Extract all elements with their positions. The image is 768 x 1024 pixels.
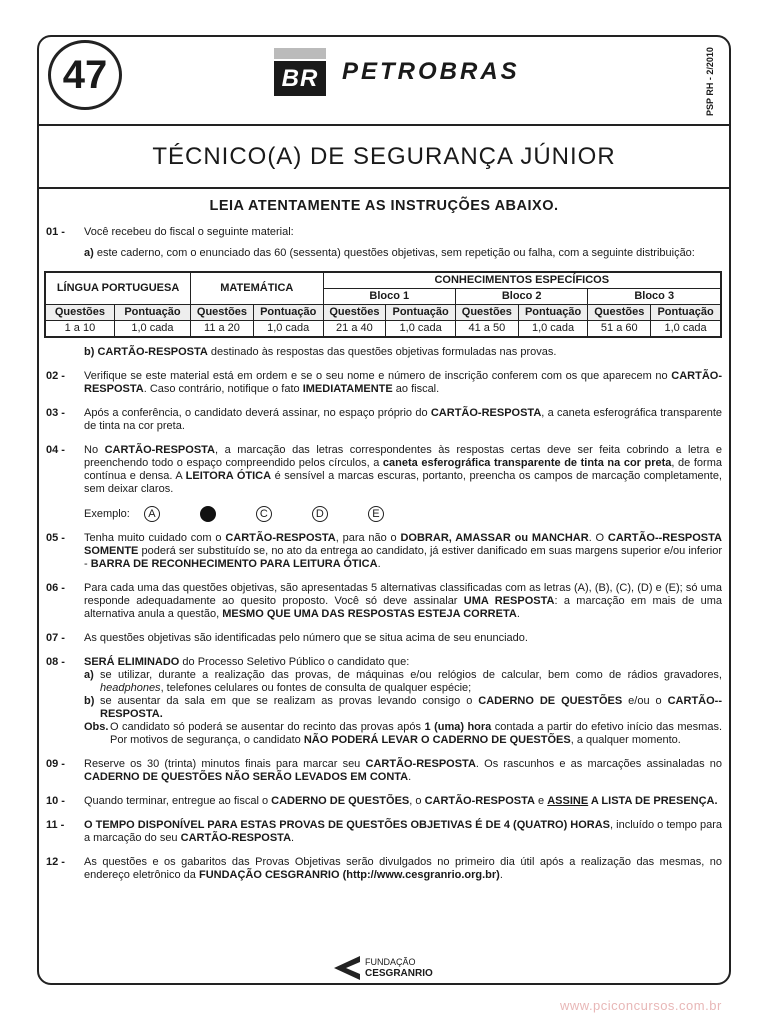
bold-text: DOBRAR, AMASSAR ou MANCHAR — [400, 532, 589, 544]
text: do Processo Seletivo Público o candidato que: — [179, 656, 410, 668]
underlined-text: ASSINE — [547, 795, 589, 807]
col-pontuacao: Pontuação — [253, 305, 323, 321]
bold-text: 1 (uma) hora — [424, 721, 492, 733]
bold-text: CARTÃO--RESPOSTA. — [100, 695, 722, 720]
list-item — [46, 582, 722, 621]
text: , a marcação das letras correspondentes às respostas certas deve ser feita cobrindo a letra e preenchendo todo o espaço compreendido pelos círculos, a — [84, 444, 722, 469]
text: : a marcação em mais de uma alternativa anula a questão, — [84, 595, 722, 620]
header-bloco2: Bloco 2 — [455, 289, 587, 305]
item-number: 10 - — [46, 795, 65, 807]
br-logo — [274, 48, 326, 96]
text: . — [499, 869, 503, 881]
bold-text: NÃO PODERÁ LEVAR O CADERNO DE QUESTÕES — [303, 734, 571, 746]
item-text — [84, 758, 722, 784]
header-bloco1: Bloco 1 — [323, 289, 455, 305]
exam-code: PSP RH - 2/2010 — [705, 47, 715, 117]
bold-text: IMEDIATAMENTE — [302, 383, 393, 395]
col-pontuacao: Pontuação — [386, 305, 456, 321]
sub-text: este caderno, com o enunciado das 60 (sessenta) questões objetivas, sem repetição ou falha, com a seguinte distribuição: — [93, 247, 695, 259]
example-bubbles — [84, 506, 722, 522]
table-cell: 1,0 cada — [518, 321, 588, 338]
obs-prefix: Obs. — [84, 721, 109, 733]
bold-text: CADERNO DE QUESTÕES NÃO SERÃO LEVADOS EM CONTA — [84, 771, 409, 783]
text: , incluído o tempo para a marcação do seu — [84, 819, 722, 844]
item-number: 02 - — [46, 370, 65, 382]
bold-text: caneta esferográfica transparente de tinta na cor preta — [382, 457, 672, 469]
bold-text: CARTÃO--RESPOSTA SOMENTE — [84, 532, 722, 557]
bold-text: SERÁ ELIMINADO — [84, 656, 180, 668]
item-number: 09 - — [46, 758, 65, 770]
item-number: 12 - — [46, 856, 65, 868]
list-item — [46, 532, 722, 571]
table-cell: 1,0 cada — [651, 321, 721, 338]
text: , para não o — [335, 532, 401, 544]
text: . — [516, 608, 520, 620]
text: se utilizar, durante a realização das provas, de máquinas e/ou relógios de calcular, bem como de rádios gravadores, — [100, 669, 722, 681]
spacer — [46, 346, 84, 359]
text: , de forma contínua e densa. A — [84, 457, 722, 482]
text: , telefones celulares ou fontes de consulta de qualquer espécie; — [160, 682, 472, 694]
text: Verifique se este material está em ordem e se o seu nome e número de inscrição conferem com os que aparecem no — [84, 370, 672, 382]
text: No — [84, 444, 105, 456]
item-text — [84, 795, 722, 808]
item-number: 08 - — [46, 656, 65, 668]
text: se ausentar da sala em que se realizam as provas levando consigo o — [100, 695, 479, 707]
text: , a caneta esferográfica transparente de tinta na cor preta. — [84, 407, 722, 432]
header-lingua: LÍNGUA PORTUGUESA — [45, 272, 191, 305]
table-cell: 11 a 20 — [191, 321, 254, 338]
bubble-c-icon: C — [256, 506, 272, 522]
table-cell: 1,0 cada — [114, 321, 190, 338]
col-questoes: Questões — [588, 305, 651, 321]
bold-text: CARTÃO-RESPOSTA — [365, 758, 476, 770]
fund-line2: CESGRANRIO — [365, 968, 433, 979]
item-text — [84, 856, 722, 882]
bold-text: CARTÃO-RESPOSTA — [84, 370, 722, 395]
bubble-d-icon: D — [312, 506, 328, 522]
item-text — [84, 407, 722, 433]
header-bloco3: Bloco 3 — [588, 289, 721, 305]
sub-item-b — [46, 346, 722, 359]
text: e — [534, 795, 548, 807]
text: . Caso contrário, notifique o fato — [143, 383, 303, 395]
text: e/ou o — [622, 695, 668, 707]
text: . — [291, 832, 295, 844]
item-number: 07 - — [46, 632, 65, 644]
bold-text: A LISTA DE PRESENÇA. — [588, 795, 718, 807]
item-number: 01 - — [46, 226, 65, 238]
sub-prefix: b) — [84, 346, 95, 358]
list-item — [46, 632, 722, 645]
logo-box: BR — [274, 61, 326, 96]
page-title: TÉCNICO(A) DE SEGURANÇA JÚNIOR — [152, 143, 616, 170]
text: Quando terminar, entregue ao fiscal o — [84, 795, 272, 807]
exam-number: 47 — [48, 40, 122, 110]
table-cell: 1,0 cada — [386, 321, 456, 338]
bold-text: CARTÃO-RESPOSTA — [97, 346, 208, 358]
col-questoes: Questões — [45, 305, 114, 321]
sub-item-a — [84, 247, 722, 260]
list-item — [46, 758, 722, 784]
text: Tenha muito cuidado com o — [84, 532, 226, 544]
bold-text: CARTÃO-RESPOSTA — [180, 832, 292, 844]
table-cell: 1,0 cada — [253, 321, 323, 338]
sub-prefix: a) — [84, 247, 94, 259]
item-number: 04 - — [46, 444, 65, 456]
item-number: 06 - — [46, 582, 65, 594]
list-item — [46, 370, 722, 396]
list-item — [46, 407, 722, 433]
bold-text: CADERNO DE QUESTÕES — [478, 695, 623, 707]
header-conhecimentos: CONHECIMENTOS ESPECÍFICOS — [323, 272, 721, 289]
obs-note — [84, 721, 722, 747]
sub-text: destinado às respostas das questões objetivas formuladas nas provas. — [207, 346, 557, 358]
example-label: Exemplo: — [84, 507, 130, 520]
text: poderá ser substituído se, no ato da entrega ao candidato, já estiver danificado em suas margens superior e/ou inferior - — [84, 545, 722, 570]
text: Reserve os 30 (trinta) minutos finais para marcar seu — [84, 758, 366, 770]
item-text: Você recebeu do fiscal o seguinte material: — [84, 226, 294, 238]
list-item — [46, 856, 722, 882]
text: . — [377, 558, 381, 570]
col-pontuacao: Pontuação — [518, 305, 588, 321]
item-text — [84, 819, 722, 845]
table-cell: 1 a 10 — [45, 321, 114, 338]
table-cell: 21 a 40 — [323, 321, 386, 338]
text: . Os rascunhos e as marcações assinaladas no — [475, 758, 722, 770]
bold-text: CARTÃO-RESPOSTA — [430, 407, 542, 419]
bold-text: CARTÃO-RESPOSTA — [104, 444, 216, 456]
bold-text: CARTÃO-RESPOSTA — [225, 532, 336, 544]
item-text — [84, 532, 722, 571]
item-text — [84, 370, 722, 396]
brand-name: PETROBRAS — [342, 58, 520, 85]
bold-text: UMA RESPOSTA — [463, 595, 555, 607]
item-text — [84, 656, 722, 747]
item-text — [84, 444, 722, 530]
cesgranrio-logo — [332, 954, 433, 982]
item-text — [84, 582, 722, 621]
header-mat: MATEMÁTICA — [191, 272, 323, 305]
col-questoes: Questões — [323, 305, 386, 321]
list-item — [46, 656, 722, 747]
item-number: 05 - — [46, 532, 65, 544]
text: , o — [409, 795, 425, 807]
col-pontuacao: Pontuação — [651, 305, 721, 321]
italic-text: headphones — [100, 682, 161, 694]
col-questoes: Questões — [455, 305, 518, 321]
item-text: As questões objetivas são identificadas pelo número que se situa acima de seu enunciado. — [84, 632, 528, 644]
instructions-list — [46, 226, 722, 893]
item-number: 03 - — [46, 407, 65, 419]
table-row — [45, 321, 721, 338]
bold-text: CADERNO DE QUESTÕES — [271, 795, 410, 807]
list-item — [46, 819, 722, 845]
bold-text: CARTÃO-RESPOSTA — [424, 795, 535, 807]
text: , a qualquer momento. — [570, 734, 681, 746]
sub-item-a — [84, 669, 722, 695]
text: contada a partir do efetivo início das mesmas. Por motivos de segurança, o candidato — [110, 721, 723, 746]
text: Após a conferência, o candidato deverá assinar, no espaço próprio do — [84, 407, 431, 419]
sub-item-b — [84, 695, 722, 721]
text: . — [408, 771, 412, 783]
bold-text: O TEMPO DISPONÍVEL PARA ESTAS PROVAS DE QUESTÕES OBJETIVAS É DE 4 (QUATRO) HORAS — [84, 819, 611, 831]
list-item — [46, 226, 722, 260]
list-item — [46, 795, 722, 808]
bubble-e-icon: E — [368, 506, 384, 522]
bold-text: MESMO QUE UMA DAS RESPOSTAS ESTEJA CORRETA — [222, 608, 517, 620]
bold-text: BARRA DE RECONHECIMENTO PARA LEITURA ÓTICA — [90, 558, 378, 570]
bubble-filled-icon — [200, 506, 216, 522]
col-questoes: Questões — [191, 305, 254, 321]
cesgranrio-icon — [332, 954, 362, 982]
sub-prefix: a) — [84, 669, 94, 681]
list-item — [46, 444, 722, 530]
bubble-a-icon: A — [144, 506, 160, 522]
fund-line1: FUNDAÇÃO — [365, 957, 416, 967]
text: O candidato só poderá se ausentar do recinto das provas após — [110, 721, 425, 733]
sub-prefix: b) — [84, 695, 95, 707]
title-divider — [37, 187, 731, 189]
instructions-heading: LEIA ATENTAMENTE AS INSTRUÇÕES ABAIXO. — [209, 198, 559, 214]
table-cell: 51 a 60 — [588, 321, 651, 338]
text: ao fiscal. — [392, 383, 440, 395]
distribution-table — [44, 271, 722, 338]
bold-text: LEITORA ÓTICA — [185, 470, 272, 482]
text: é sensível a marcas escuras, portanto, preencha os campos de marcação completamente, sem deixar claros. — [84, 470, 722, 495]
watermark: www.pciconcursos.com.br — [560, 998, 722, 1013]
text: . O — [588, 532, 608, 544]
text: As questões e os gabaritos das Provas Objetivas serão divulgados no primeiro dia útil após a realização das mesmas, no endereço eletrônico da — [84, 856, 722, 881]
text: Para cada uma das questões objetivas, são apresentadas 5 alternativas classificadas com as letras (A), (B), (C), (D) e (E); só uma responde adequadamente ao quesito proposto. Você só deve assinalar — [84, 582, 722, 607]
logo-bar — [274, 48, 326, 59]
item-number: 11 - — [46, 819, 65, 831]
bold-text: FUNDAÇÃO CESGRANRIO (http://www.cesgranrio.org.br) — [198, 869, 500, 881]
table-cell: 41 a 50 — [455, 321, 518, 338]
header-divider — [37, 124, 731, 126]
col-pontuacao: Pontuação — [114, 305, 190, 321]
